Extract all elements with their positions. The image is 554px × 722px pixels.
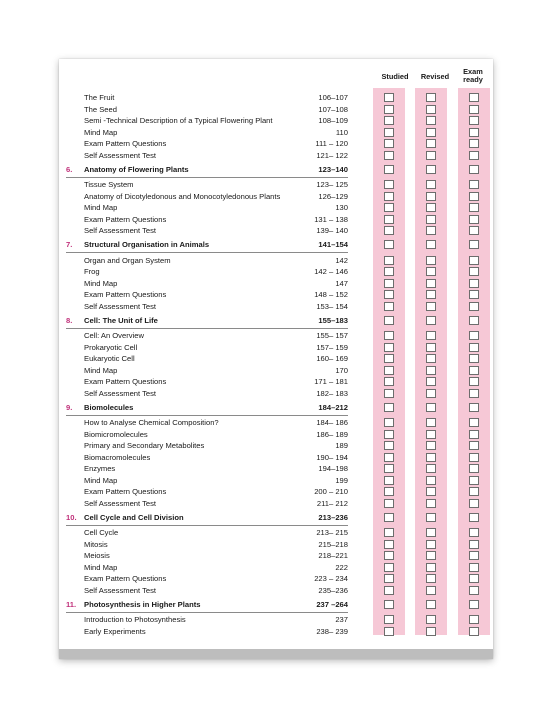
chapter-number: 11. [66, 599, 77, 609]
topic-row [84, 626, 348, 637]
topic-row [84, 92, 348, 103]
revised-checkbox[interactable] [426, 627, 436, 636]
revised-checkbox[interactable] [426, 563, 436, 572]
studied-checkbox[interactable] [384, 430, 394, 439]
topic-row [84, 388, 348, 399]
revised-checkbox[interactable] [426, 290, 436, 299]
exam-ready-checkbox[interactable] [469, 453, 479, 462]
topic-row [84, 138, 348, 149]
topic-title: Exam Pattern Questions [84, 574, 167, 583]
revised-checkbox[interactable] [426, 403, 436, 412]
exam-ready-checkbox[interactable] [469, 267, 479, 276]
page-range: 235–236 [318, 585, 348, 595]
revised-checkbox[interactable] [426, 418, 436, 427]
topic-title: Biomicromolecules [84, 429, 148, 439]
studied-checkbox[interactable] [384, 267, 394, 276]
revised-checkbox[interactable] [426, 203, 436, 212]
chapter-divider [66, 612, 348, 613]
page-range: 218–221 [318, 551, 348, 560]
topic-row [84, 301, 348, 312]
topic-row [84, 214, 348, 225]
page-range: 182– 183 [316, 388, 348, 398]
topic-title: Self Assessment Test [84, 498, 157, 508]
topic-row [84, 486, 348, 497]
studied-checkbox[interactable] [384, 116, 394, 125]
exam-ready-checkbox[interactable] [469, 403, 479, 412]
exam-ready-checkbox[interactable] [469, 93, 479, 102]
revised-checkbox[interactable] [426, 128, 436, 137]
page-range: 126–129 [318, 191, 348, 201]
revised-checkbox[interactable] [426, 528, 436, 537]
page-range: 160– 169 [316, 354, 348, 363]
topic-title: Self Assessment Test [84, 388, 157, 398]
topic-row [84, 498, 348, 509]
page-range: 238– 239 [316, 626, 348, 636]
topic-title: Exam Pattern Questions [84, 214, 167, 224]
topic-row [84, 353, 348, 364]
topic-row [84, 475, 348, 486]
revised-checkbox[interactable] [426, 600, 436, 609]
chapter-row [66, 239, 348, 250]
column-header-revised: Revised [420, 72, 450, 81]
exam-ready-checkbox[interactable] [469, 192, 479, 201]
exam-ready-checkbox[interactable] [469, 215, 479, 224]
revised-checkbox[interactable] [426, 354, 436, 363]
exam-ready-checkbox[interactable] [469, 627, 479, 636]
topic-title: Eukaryotic Cell [84, 354, 135, 363]
exam-ready-checkbox[interactable] [469, 139, 479, 148]
topic-title: Early Experiments [84, 626, 146, 636]
exam-ready-checkbox[interactable] [469, 116, 479, 125]
studied-checkbox[interactable] [384, 627, 394, 636]
page-range: 130 [335, 203, 348, 212]
revised-checkbox[interactable] [426, 366, 436, 375]
topic-row [84, 365, 348, 376]
studied-checkbox[interactable] [384, 331, 394, 340]
topic-row [84, 127, 348, 138]
revised-checkbox[interactable] [426, 139, 436, 148]
topic-title: The Fruit [84, 93, 115, 102]
studied-checkbox[interactable] [384, 240, 394, 249]
page-range: 123–140 [318, 164, 348, 174]
exam-ready-checkbox[interactable] [469, 389, 479, 398]
exam-ready-checkbox[interactable] [469, 203, 479, 212]
page-range: 190– 194 [316, 452, 348, 462]
topic-title: Self Assessment Test [84, 150, 157, 160]
page-range: 110 [335, 127, 348, 137]
chapter-title: Anatomy of Flowering Plants [84, 164, 189, 174]
page-range: 184– 186 [316, 418, 348, 427]
topic-title: Mind Map [84, 365, 118, 375]
revised-checkbox[interactable] [426, 377, 436, 386]
page-range: 147 [335, 278, 348, 288]
exam-ready-checkbox[interactable] [469, 151, 479, 160]
topic-title: Mind Map [84, 203, 118, 212]
studied-checkbox[interactable] [384, 513, 394, 522]
exam-ready-checkbox[interactable] [469, 563, 479, 572]
page-range: 142 [335, 255, 348, 265]
revised-checkbox[interactable] [426, 453, 436, 462]
topic-row [84, 342, 348, 353]
studied-checkbox[interactable] [384, 487, 394, 496]
exam-ready-checkbox[interactable] [469, 540, 479, 549]
revised-checkbox[interactable] [426, 586, 436, 595]
exam-ready-checkbox[interactable] [469, 586, 479, 595]
page-range: 148 – 152 [314, 290, 348, 299]
studied-checkbox[interactable] [384, 302, 394, 311]
topic-title: Biomacromolecules [84, 452, 151, 462]
page-range: 213–236 [318, 512, 348, 522]
column-header-studied: Studied [381, 72, 409, 81]
studied-checkbox[interactable] [384, 476, 394, 485]
studied-checkbox[interactable] [384, 586, 394, 595]
revised-checkbox[interactable] [426, 180, 436, 189]
studied-checkbox[interactable] [384, 93, 394, 102]
chapter-row [66, 512, 348, 523]
page-range: 237 [335, 615, 348, 624]
revised-checkbox[interactable] [426, 441, 436, 450]
topic-title: Anatomy of Dicotyledonous and Monocotyledonous Plants [84, 191, 281, 201]
revised-checkbox[interactable] [426, 513, 436, 522]
studied-checkbox[interactable] [384, 180, 394, 189]
chapter-divider [66, 177, 348, 178]
revised-checkbox[interactable] [426, 215, 436, 224]
topic-title: Self Assessment Test [84, 585, 157, 595]
topic-title: Mitosis [84, 539, 108, 549]
studied-checkbox[interactable] [384, 389, 394, 398]
studied-checkbox[interactable] [384, 151, 394, 160]
chapter-row [66, 164, 348, 175]
topic-row [84, 585, 348, 596]
topic-row [84, 104, 348, 115]
topic-row [84, 255, 348, 266]
chapter-divider [66, 525, 348, 526]
exam-ready-checkbox[interactable] [469, 377, 479, 386]
studied-checkbox[interactable] [384, 403, 394, 412]
page-range: 200 – 210 [314, 487, 348, 496]
topic-title: Organ and Organ System [84, 255, 171, 265]
exam-ready-checkbox[interactable] [469, 513, 479, 522]
studied-checkbox[interactable] [384, 256, 394, 265]
studied-checkbox[interactable] [384, 316, 394, 325]
exam-ready-checkbox[interactable] [469, 128, 479, 137]
topic-row [84, 539, 348, 550]
exam-ready-checkbox[interactable] [469, 464, 479, 473]
chapter-number: 10. [66, 512, 77, 522]
revised-checkbox[interactable] [426, 389, 436, 398]
topic-title: Meiosis [84, 551, 110, 560]
chapter-number: 8. [66, 315, 73, 325]
chapter-divider [66, 415, 348, 416]
studied-checkbox[interactable] [384, 377, 394, 386]
topic-row [84, 289, 348, 300]
exam-ready-checkbox[interactable] [469, 165, 479, 174]
topic-row [84, 278, 348, 289]
topic-row [84, 150, 348, 161]
page-range: 194–198 [318, 464, 348, 473]
exam-ready-checkbox[interactable] [469, 354, 479, 363]
revised-checkbox[interactable] [426, 487, 436, 496]
page-range: 223 – 234 [314, 574, 348, 583]
exam-ready-checkbox[interactable] [469, 180, 479, 189]
exam-ready-checkbox[interactable] [469, 476, 479, 485]
revised-checkbox[interactable] [426, 151, 436, 160]
topic-title: Cell: An Overview [84, 331, 144, 340]
revised-checkbox[interactable] [426, 279, 436, 288]
revised-checkbox[interactable] [426, 343, 436, 352]
studied-checkbox[interactable] [384, 139, 394, 148]
page-range: 139– 140 [316, 226, 348, 235]
topic-row [84, 330, 348, 341]
studied-checkbox[interactable] [384, 279, 394, 288]
page-range: 153– 154 [316, 301, 348, 311]
exam-ready-checkbox[interactable] [469, 279, 479, 288]
exam-ready-checkbox[interactable] [469, 366, 479, 375]
exam-ready-checkbox[interactable] [469, 441, 479, 450]
revised-checkbox[interactable] [426, 464, 436, 473]
topic-title: Mind Map [84, 562, 118, 572]
topic-row [84, 562, 348, 573]
revised-checkbox[interactable] [426, 476, 436, 485]
studied-checkbox[interactable] [384, 540, 394, 549]
exam-ready-checkbox[interactable] [469, 615, 479, 624]
exam-ready-checkbox[interactable] [469, 487, 479, 496]
page-range: 108–109 [318, 116, 348, 125]
topic-title: Semi -Technical Description of a Typical Flowering Plant [84, 116, 273, 125]
topic-title: Exam Pattern Questions [84, 139, 167, 148]
page-range: 157– 159 [316, 342, 348, 352]
exam-ready-checkbox[interactable] [469, 430, 479, 439]
topic-title: Exam Pattern Questions [84, 377, 167, 386]
topic-row [84, 452, 348, 463]
topic-title: Primary and Secondary Metabolites [84, 441, 205, 450]
studied-checkbox[interactable] [384, 563, 394, 572]
revised-checkbox[interactable] [426, 499, 436, 508]
checklist-page [59, 59, 493, 659]
revised-checkbox[interactable] [426, 615, 436, 624]
chapter-number: 6. [66, 164, 73, 174]
exam-ready-checkbox[interactable] [469, 343, 479, 352]
page-range: 215–218 [318, 539, 348, 549]
topic-title: Cell Cycle [84, 528, 119, 537]
chapter-row [66, 402, 348, 413]
page-range: 155– 157 [316, 331, 348, 340]
topic-row [84, 550, 348, 561]
studied-checkbox[interactable] [384, 226, 394, 235]
column-header-exam-ready: Exam ready [463, 67, 483, 84]
chapter-row [66, 599, 348, 610]
studied-checkbox[interactable] [384, 290, 394, 299]
topic-title: Mind Map [84, 278, 118, 288]
topic-row [84, 191, 348, 202]
exam-ready-checkbox[interactable] [469, 499, 479, 508]
exam-ready-checkbox[interactable] [469, 331, 479, 340]
revised-checkbox[interactable] [426, 256, 436, 265]
page-range: 222 [335, 562, 348, 572]
chapter-title: Cell Cycle and Cell Division [84, 512, 184, 522]
page-range: 186– 189 [316, 429, 348, 439]
revised-checkbox[interactable] [426, 240, 436, 249]
exam-ready-checkbox[interactable] [469, 551, 479, 560]
exam-ready-checkbox[interactable] [469, 240, 479, 249]
page-range: 170 [335, 365, 348, 375]
exam-ready-checkbox[interactable] [469, 574, 479, 583]
studied-checkbox[interactable] [384, 453, 394, 462]
topic-row [84, 527, 348, 538]
revised-checkbox[interactable] [426, 574, 436, 583]
revised-checkbox[interactable] [426, 430, 436, 439]
page-range: 171 – 181 [314, 377, 348, 386]
exam-ready-checkbox[interactable] [469, 290, 479, 299]
topic-row [84, 429, 348, 440]
page-range: 155–183 [318, 315, 348, 325]
studied-checkbox[interactable] [384, 203, 394, 212]
studied-checkbox[interactable] [384, 551, 394, 560]
topic-row [84, 225, 348, 236]
topic-title: Self Assessment Test [84, 226, 157, 235]
chapter-title: Biomolecules [84, 402, 134, 412]
topic-row [84, 266, 348, 277]
studied-checkbox[interactable] [384, 499, 394, 508]
page-range: 121– 122 [316, 150, 348, 160]
topic-row [84, 573, 348, 584]
exam-ready-checkbox[interactable] [469, 226, 479, 235]
studied-checkbox[interactable] [384, 464, 394, 473]
chapter-number: 9. [66, 402, 73, 412]
page-range: 106–107 [318, 93, 348, 102]
topic-row [84, 417, 348, 428]
revised-checkbox[interactable] [426, 116, 436, 125]
topic-title: Mind Map [84, 475, 118, 485]
studied-checkbox[interactable] [384, 128, 394, 137]
topic-title: Prokaryotic Cell [84, 342, 138, 352]
studied-checkbox[interactable] [384, 366, 394, 375]
studied-checkbox[interactable] [384, 192, 394, 201]
topic-title: Self Assessment Test [84, 301, 157, 311]
page-range: 141–154 [318, 240, 348, 249]
revised-checkbox[interactable] [426, 302, 436, 311]
page-range: 189 [335, 441, 348, 450]
topic-row [84, 115, 348, 126]
revised-checkbox[interactable] [426, 316, 436, 325]
page-footer-band [59, 649, 493, 659]
topic-row [84, 440, 348, 451]
topic-row [84, 614, 348, 625]
revised-checkbox[interactable] [426, 540, 436, 549]
revised-checkbox[interactable] [426, 93, 436, 102]
chapter-row [66, 315, 348, 326]
studied-checkbox[interactable] [384, 165, 394, 174]
topic-title: Exam Pattern Questions [84, 290, 167, 299]
page-range: 107–108 [318, 104, 348, 114]
revised-checkbox[interactable] [426, 165, 436, 174]
studied-checkbox[interactable] [384, 615, 394, 624]
page-range: 142 – 146 [314, 267, 348, 276]
exam-ready-checkbox[interactable] [469, 316, 479, 325]
topic-title: Enzymes [84, 464, 116, 473]
studied-checkbox[interactable] [384, 574, 394, 583]
revised-checkbox[interactable] [426, 267, 436, 276]
studied-checkbox[interactable] [384, 105, 394, 114]
revised-checkbox[interactable] [426, 331, 436, 340]
page-range: 131 – 138 [314, 214, 348, 224]
revised-checkbox[interactable] [426, 551, 436, 560]
topic-row [84, 376, 348, 387]
exam-ready-checkbox[interactable] [469, 256, 479, 265]
studied-checkbox[interactable] [384, 600, 394, 609]
exam-ready-checkbox[interactable] [469, 528, 479, 537]
topic-row [84, 179, 348, 190]
page-range: 123– 125 [316, 180, 348, 189]
studied-checkbox[interactable] [384, 354, 394, 363]
exam-ready-checkbox[interactable] [469, 418, 479, 427]
page-range: 111 – 120 [315, 139, 348, 148]
page-range: 237 –264 [316, 599, 348, 609]
topic-row [84, 463, 348, 474]
revised-checkbox[interactable] [426, 105, 436, 114]
revised-checkbox[interactable] [426, 192, 436, 201]
studied-checkbox[interactable] [384, 418, 394, 427]
revised-checkbox[interactable] [426, 226, 436, 235]
page-range: 184–212 [318, 402, 348, 412]
chapter-number: 7. [66, 240, 73, 249]
page-range: 199 [335, 475, 348, 485]
exam-ready-checkbox[interactable] [469, 600, 479, 609]
exam-ready-checkbox[interactable] [469, 302, 479, 311]
studied-checkbox[interactable] [384, 215, 394, 224]
topic-title: Mind Map [84, 127, 118, 137]
chapter-title: Photosynthesis in Higher Plants [84, 599, 201, 609]
studied-checkbox[interactable] [384, 441, 394, 450]
page-range: 213– 215 [316, 528, 348, 537]
topic-title: The Seed [84, 104, 117, 114]
chapter-divider [66, 252, 348, 253]
topic-title: Exam Pattern Questions [84, 487, 167, 496]
page-range: 211– 212 [316, 498, 348, 508]
chapter-title: Cell: The Unit of Life [84, 315, 158, 325]
studied-checkbox[interactable] [384, 528, 394, 537]
exam-ready-checkbox[interactable] [469, 105, 479, 114]
studied-checkbox[interactable] [384, 343, 394, 352]
topic-row [84, 202, 348, 213]
topic-title: Tissue System [84, 180, 134, 189]
chapter-divider [66, 328, 348, 329]
topic-title: Frog [84, 267, 100, 276]
topic-title: Introduction to Photosynthesis [84, 615, 186, 624]
chapter-title: Structural Organisation in Animals [84, 240, 210, 249]
topic-title: How to Analyse Chemical Composition? [84, 418, 219, 427]
